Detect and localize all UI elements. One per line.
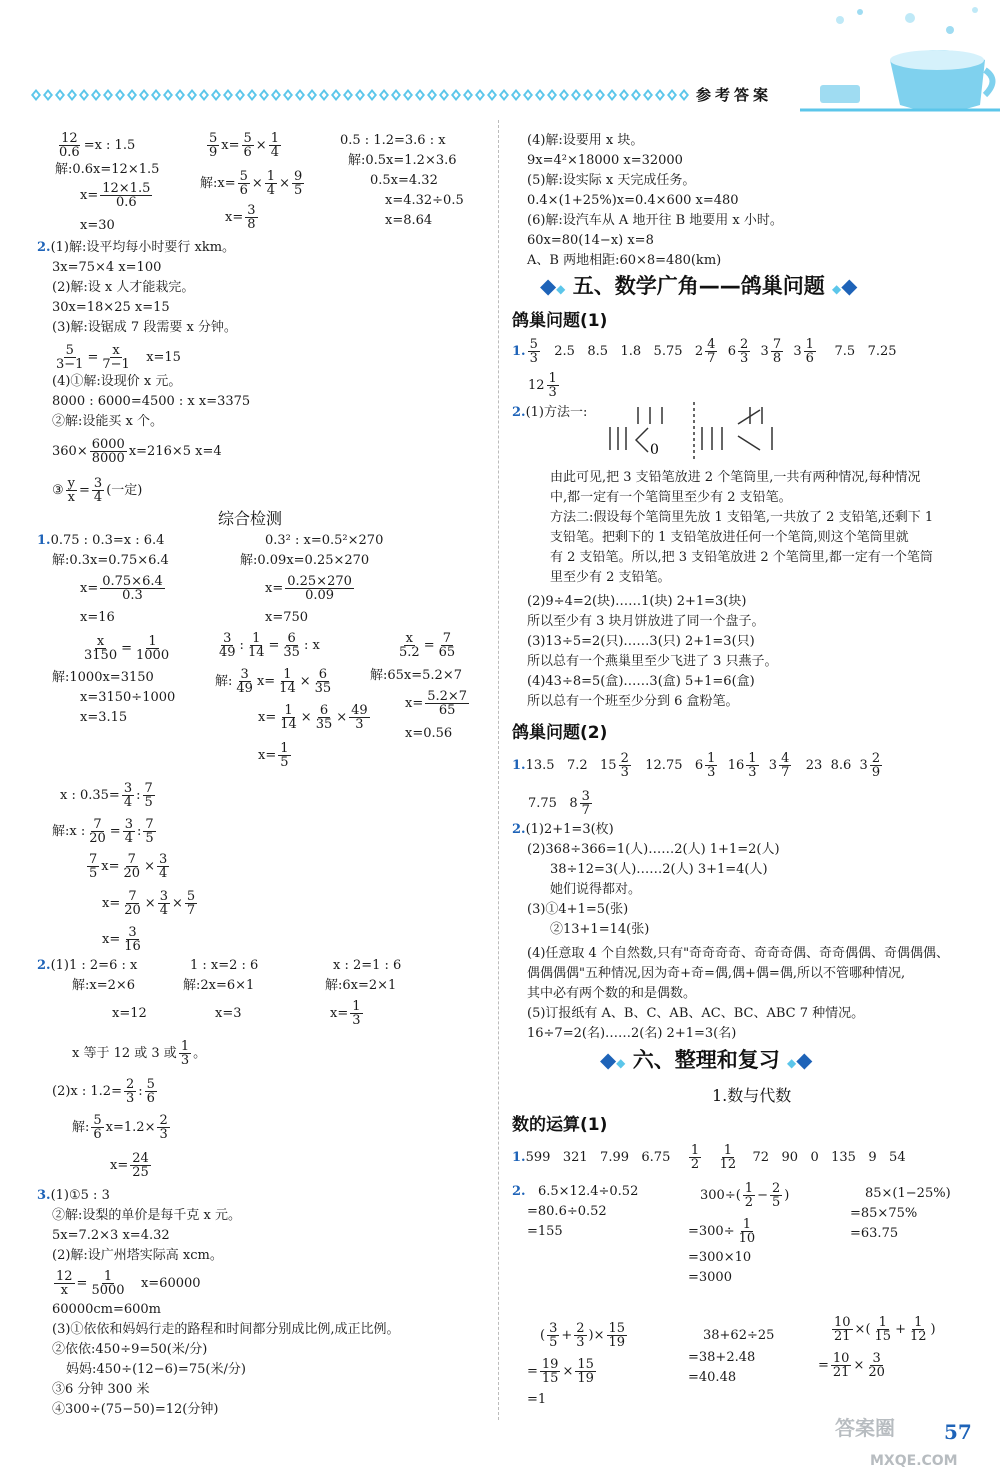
- equation: x=30: [80, 218, 115, 233]
- answer-line: x=0.56: [405, 726, 453, 741]
- answer-line: ②依依:450÷9=50(米/分): [52, 1342, 208, 1357]
- teacup-illustration: [800, 0, 1000, 120]
- answer-line: x= $\frac{1}{5}$: [258, 741, 289, 770]
- question-line: 3.(1)①5 : 3: [37, 1188, 110, 1203]
- answer-line: x= $\frac{3}{16}$: [102, 925, 141, 954]
- answer-line: =300÷ $\frac{1}{10}$: [688, 1217, 756, 1246]
- answer-line: $\frac{3}{49}$ : $\frac{1}{14}$ = $\frac{6}{35}$ : x: [219, 631, 320, 660]
- equation: 0.5x=4.32: [370, 173, 438, 188]
- answer-line: ④300÷(75−50)=12(分钟): [52, 1402, 219, 1417]
- question-line: 2.(1)解:设平均每小时要行 xkm。: [37, 240, 236, 255]
- answer-line: x : 2=1 : 6: [333, 958, 402, 973]
- answer-line: (3)①依依和妈妈行走的路程和时间都分别成比例,成正比例。: [52, 1322, 400, 1337]
- answer-line: (5)解:设实际 x 天完成任务。: [527, 173, 696, 188]
- question-line: 2.(1)方法一:: [512, 405, 588, 420]
- answer-line: x= $\frac{1}{3}$: [330, 999, 361, 1028]
- answer-line: 妈妈:450÷(12−6)=75(米/分): [66, 1362, 246, 1377]
- answer-line: (2)解:设广州塔实际高 xcm。: [52, 1248, 223, 1263]
- section-title-5: ◆◆ 五、数学广角——鸽巢问题 ◆◆: [540, 274, 858, 298]
- answer-line: =155: [527, 1224, 563, 1239]
- answer-line: (4)①解:设现价 x 元。: [52, 374, 182, 389]
- answer-line: 30x=18×25 x=15: [52, 300, 170, 315]
- answer-line: ②解:设能买 x 个。: [52, 414, 163, 429]
- answer-line: x=12: [112, 1006, 147, 1021]
- equation: x= $\frac{12\times 1.5}{0.6}$: [80, 181, 151, 210]
- question-line: 2.(1)2+1=3(枚): [512, 822, 614, 837]
- subsection-title-ys: 数的运算(1): [512, 1115, 608, 1135]
- answer-line: 60000cm=600m: [52, 1302, 161, 1317]
- answer-line: (4)任意取 4 个自然数,只有"奇奇奇奇、奇奇奇偶、奇奇偶偶、奇偶偶偶、: [527, 946, 950, 961]
- answer-line: $\frac{10}{21}$ ×( $\frac{1}{15}$ + $\frac{1}{12}$ ): [834, 1315, 936, 1344]
- answer-line: ③ $\frac{y}{x}$ = $\frac{3}{4}$ (一定): [52, 476, 143, 505]
- diamond-icon: ◆: [600, 1048, 617, 1072]
- question-line: 1.599 321 7.99 6.75 $\frac{1}{2}$ $\frac{1}{12}$ 72 90 0 135 9 54: [512, 1143, 906, 1172]
- answer-line: x=16: [80, 610, 115, 625]
- answer-line: 所以至少有 3 块月饼放进了同一个盘子。: [527, 614, 765, 629]
- answer-line: $\frac{12}{x}$ = $\frac{1}{5000}$ x=60000: [56, 1269, 201, 1298]
- answer-line: 偶偶偶偶"五种情况,因为奇+奇=偶,偶+偶=偶,所以不管哪种情况,: [527, 966, 906, 981]
- column-divider: [498, 120, 499, 1420]
- answer-line: = $\frac{10}{21}$ × $\frac{3}{20}$: [818, 1351, 885, 1380]
- equation: x= $\frac{3}{8}$: [225, 203, 256, 232]
- answer-line: x=3: [215, 1006, 242, 1021]
- answer-line: x= $\frac{0.25\times 270}{0.09}$: [265, 574, 352, 603]
- answer-line: (2)x : 1.2= $\frac{2}{3}$ : $\frac{5}{6}$: [52, 1077, 155, 1106]
- answer-line: =3000: [688, 1270, 732, 1285]
- answer-line: (2)9÷4=2(块)……1(块) 2+1=3(块): [527, 594, 747, 609]
- answer-line: x=3150÷1000: [80, 690, 176, 705]
- answer-line: 解:6x=2×1: [325, 978, 397, 993]
- answer-line: 0.4×(1+25%)x=0.4×600 x=480: [527, 193, 739, 208]
- answer-line: 解:0.3x=0.75×6.4: [52, 553, 169, 568]
- answer-line: 解: $\frac{5}{6}$ x=1.2× $\frac{2}{3}$: [72, 1113, 168, 1142]
- answer-line: 1 : x=2 : 6: [190, 958, 259, 973]
- answer-line: A、B 两地相距:60×8=480(km): [527, 253, 722, 268]
- subsection-center-title: 1.数与代数: [712, 1086, 792, 1105]
- answer-line: (3)①4+1=5(张): [527, 902, 629, 917]
- question-line: 2.(1)1 : 2=6 : x: [37, 958, 138, 973]
- equation: x=4.32÷0.5: [385, 193, 464, 208]
- answer-line: 8000 : 6000=4500 : x x=3375: [52, 394, 251, 409]
- equation: $\frac{5}{9}$ x= $\frac{5}{6}$ × $\frac{1}{4}$: [209, 131, 279, 160]
- answer-line: $\frac{5}{3-1}$ = $\frac{x}{7-1}$ x=15: [56, 343, 181, 372]
- answer-line: (2)解:设 x 人才能栽完。: [52, 280, 195, 295]
- answer-line: 38÷12=3(人)……2(人) 3+1=4(人): [550, 862, 768, 877]
- page-number: 57: [944, 1420, 972, 1444]
- answer-line: 解:2x=6×1: [183, 978, 255, 993]
- equation: $\frac{12}{0.6}$ =x : 1.5: [59, 131, 136, 160]
- answer-line: ②13+1=14(张): [550, 922, 650, 937]
- answer-line: 解:x=2×6: [72, 978, 136, 993]
- pencil-diagram: [600, 402, 790, 462]
- answer-line: x=3.15: [80, 710, 128, 725]
- question-line: 2. 6.5×12.4÷0.52: [512, 1184, 639, 1199]
- answer-line: 解:1000x=3150: [52, 670, 154, 685]
- answer-line: (4)解:设要用 x 块。: [527, 133, 644, 148]
- answer-line: =38+2.48: [688, 1350, 756, 1365]
- answer-line: 60x=80(14−x) x=8: [527, 233, 654, 248]
- answer-line: =300×10: [688, 1250, 752, 1265]
- section-title-6: ◆◆ 六、整理和复习 ◆◆: [600, 1048, 813, 1072]
- answer-line: ③6 分钟 300 米: [52, 1382, 150, 1397]
- answer-line: x= $\frac{7}{20}$ × $\frac{3}{4}$ × $\frac{5}{7}$: [102, 889, 196, 918]
- equation: 解:0.6x=12×1.5: [55, 162, 160, 177]
- answer-line: (5)订报纸有 A、B、C、AB、AC、BC、ABC 7 种情况。: [527, 1006, 865, 1021]
- answer-line: 3x=75×4 x=100: [52, 260, 162, 275]
- answer-line: 所以总有一个燕巢里至少飞进了 3 只燕子。: [527, 654, 778, 669]
- answer-line: 解: $\frac{3}{49}$ x= $\frac{1}{14}$ × $\frac{6}{35}$: [215, 667, 332, 696]
- answer-line: ②解:设梨的单价是每千克 x 元。: [52, 1208, 241, 1223]
- answer-line: 中,都一定有一个笔筒里至少有 2 支铅笔。: [550, 490, 792, 505]
- equation: 解:0.5x=1.2×3.6: [348, 153, 457, 168]
- answer-line: 300÷( $\frac{1}{2}$ − $\frac{2}{5}$ ): [700, 1181, 790, 1210]
- answer-line: =80.6÷0.52: [527, 1204, 607, 1219]
- answer-line: 5x=7.2×3 x=4.32: [52, 1228, 170, 1243]
- watermark-url: MXQE.COM: [870, 1453, 958, 1469]
- equation: 解:x= $\frac{5}{6}$ × $\frac{1}{4}$ × $\frac{9}{5}$: [200, 169, 303, 198]
- answer-line: 有 2 支铅笔。所以,把 3 支铅笔放进 2 个笔筒里,都一定有一个笔筒: [550, 550, 933, 565]
- watermark-logo: 答案圈: [835, 1416, 895, 1440]
- answer-line: 0.3² : x=0.5²×270: [265, 533, 384, 548]
- answer-line: =40.48: [688, 1370, 737, 1385]
- answer-line: 由此可见,把 3 支铅笔放进 2 个笔筒里,一共有两种情况,每种情况: [550, 470, 921, 485]
- answer-line: 其中必有两个数的和是偶数。: [527, 986, 697, 1001]
- answer-line: 85×(1−25%): [865, 1186, 951, 1201]
- answer-line: $\frac{7}{5}$ x= $\frac{7}{20}$ × $\frac{3}{4}$: [89, 852, 168, 881]
- answer-line: 16÷7=2(名)……2(名) 2+1=3(名): [527, 1026, 737, 1041]
- answer-line: (4)43÷8=5(盒)……3(盒) 5+1=6(盒): [527, 674, 755, 689]
- answer-line: =1: [527, 1392, 547, 1407]
- answer-line: = $\frac{19}{15}$ × $\frac{15}{19}$: [527, 1357, 594, 1386]
- answer-line: =63.75: [850, 1226, 899, 1241]
- answer-line: 38+62÷25: [703, 1328, 775, 1343]
- subsection-title-gc1: 鸽巢问题(1): [512, 311, 608, 331]
- answer-line: 7.75 8 $\frac{3}{7}$: [528, 789, 590, 818]
- equation: 0.5 : 1.2=3.6 : x: [340, 133, 446, 148]
- answer-line: (3)解:设锯成 7 段需要 x 分钟。: [52, 320, 237, 335]
- answer-line: 解:0.09x=0.25×270: [240, 553, 370, 568]
- answer-line: x= $\frac{1}{14}$ × $\frac{6}{35}$ × $\frac{49}{3}$: [258, 703, 368, 732]
- answer-line: 她们说得都对。: [550, 882, 642, 897]
- section-title-zonghe: 综合检测: [218, 509, 283, 528]
- answer-line: 解:x : $\frac{7}{20}$ = $\frac{3}{4}$ : $\frac{7}{5}$: [52, 817, 154, 846]
- answer-line: 12 $\frac{1}{3}$: [528, 371, 557, 400]
- answer-line: 里至少有 2 支铅笔。: [550, 570, 671, 585]
- header-title: 参考答案: [696, 86, 773, 104]
- answer-line: =85×75%: [850, 1206, 918, 1221]
- question-line: 1. $\frac{5}{3}$ 2.5 8.5 1.8 5.75 2 $\frac{4}{7}$ 6 $\frac{2}{3}$ 3 $\frac{7}{8}$ 3 $\frac{1}{6}$ 7.5 7.25: [512, 337, 897, 366]
- answer-line: 360× $\frac{6000}{8000}$ x=216×5 x=4: [52, 437, 222, 466]
- svg-text:0: 0: [650, 442, 659, 458]
- answer-line: 支铅笔。把剩下的 1 支铅笔放进任何一个笔筒,则这个笔筒里就: [550, 530, 909, 545]
- answer-line: x : 0.35= $\frac{3}{4}$ : $\frac{7}{5}$: [60, 781, 153, 810]
- answer-line: 所以总有一个班至少分到 6 盒粉笔。: [527, 694, 739, 709]
- diamond-icon: ◆: [540, 274, 557, 298]
- answer-line: $\frac{x}{5.2}$ = $\frac{7}{65}$: [399, 631, 456, 660]
- answer-line: (2)368÷366=1(人)……2(人) 1+1=2(人): [527, 842, 780, 857]
- answer-line: x 等于 12 或 3 或 $\frac{1}{3}$ 。: [72, 1039, 207, 1068]
- question-line: 1.13.5 7.2 15 $\frac{2}{3}$ 12.75 6 $\frac{1}{3}$ 16 $\frac{1}{3}$ 3 $\frac{4}{7}$ 23 8.6 3 $\frac{2}{9}$: [512, 751, 881, 780]
- answer-line: (6)解:设汽车从 A 地开往 B 地要用 x 小时。: [527, 213, 783, 228]
- answer-line: (3)13÷5=2(只)……3(只) 2+1=3(只): [527, 634, 755, 649]
- answer-line: x=750: [265, 610, 309, 625]
- question-line: 1.0.75 : 0.3=x : 6.4: [37, 533, 165, 548]
- answer-line: 解:65x=5.2×7: [370, 668, 462, 683]
- answer-line: x= $\frac{24}{25}$: [110, 1151, 149, 1180]
- answer-line: 方法二:假设每个笔筒里先放 1 支铅笔,一共放了 2 支铅笔,还剩下 1: [550, 510, 934, 525]
- answer-line: $\frac{x}{3150}$ = $\frac{1}{1000}$: [84, 634, 170, 663]
- equation: x=8.64: [385, 213, 433, 228]
- subsection-title-gc2: 鸽巢问题(2): [512, 723, 608, 743]
- answer-line: ( $\frac{3}{5}$ + $\frac{2}{3}$ )× $\frac{15}{19}$: [540, 1321, 626, 1350]
- answer-line: x= $\frac{0.75\times 6.4}{0.3}$: [80, 574, 163, 603]
- answer-line: 9x=4²×18000 x=32000: [527, 153, 683, 168]
- answer-line: x= $\frac{5.2\times 7}{65}$: [405, 689, 468, 718]
